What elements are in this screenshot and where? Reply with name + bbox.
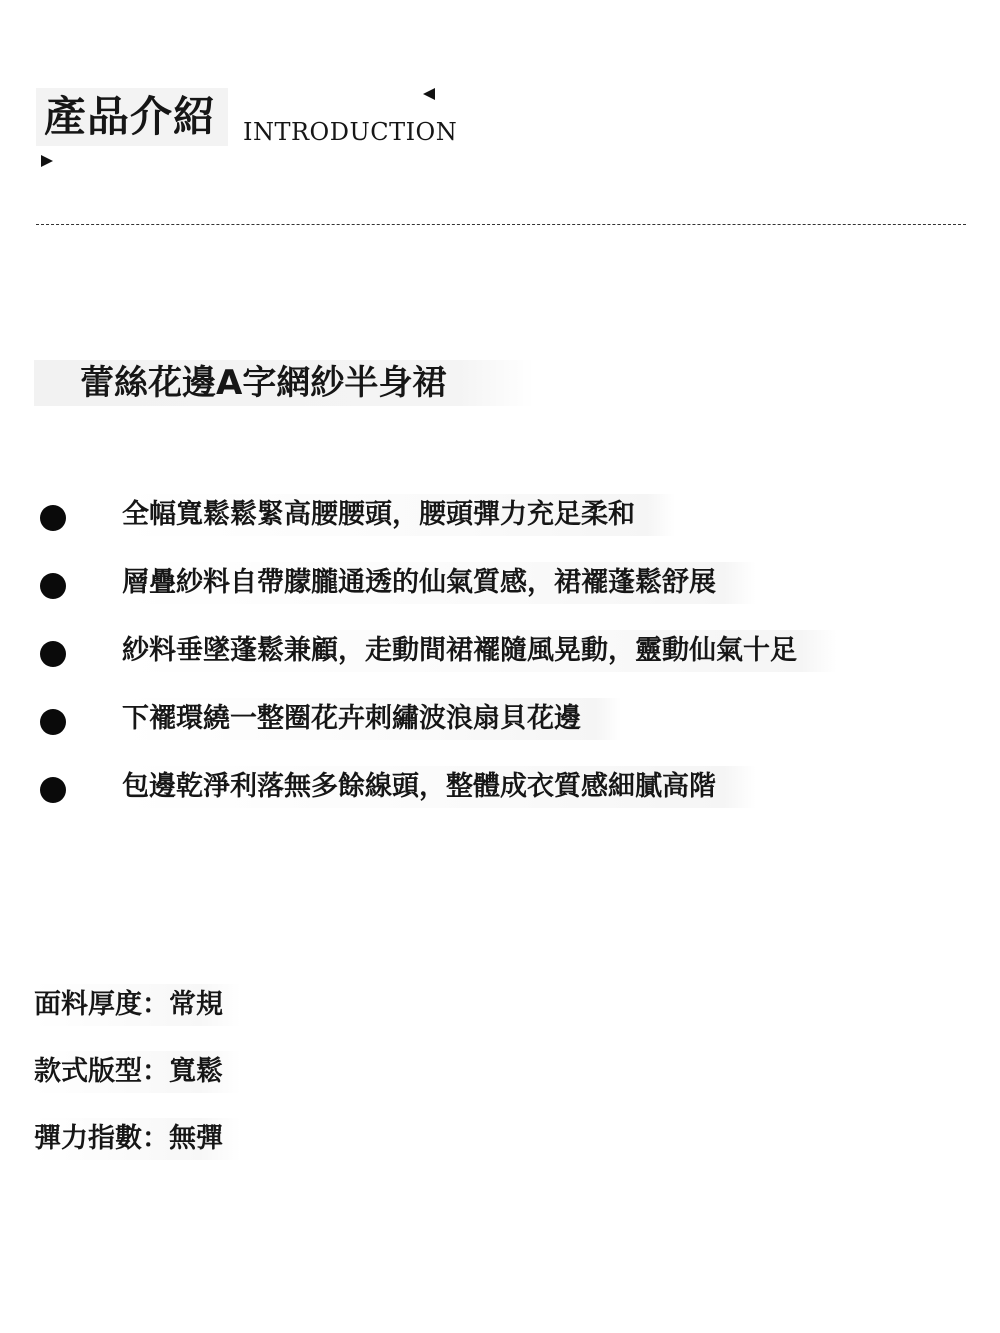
triangle-left-icon <box>423 88 435 100</box>
feature-text: 包邊乾淨利落無多餘線頭，整體成衣質感細膩高階 <box>120 766 756 808</box>
feature-text: 層疊紗料自帶朦朧通透的仙氣質感，裙襬蓬鬆舒展 <box>120 562 756 604</box>
bullet-dot-icon <box>40 641 66 667</box>
spec-fabric-thickness <box>34 984 241 1051</box>
spec-fit <box>34 1051 241 1118</box>
bullet-dot-icon <box>40 573 66 599</box>
spec-elasticity <box>34 1118 241 1185</box>
triangle-right-icon <box>41 155 53 167</box>
feature-list <box>0 490 1000 830</box>
feature-item <box>0 626 1000 694</box>
feature-text: 下襬環繞一整圈花卉刺繡波浪扇貝花邊 <box>120 698 621 740</box>
feature-item <box>0 762 1000 830</box>
dashed-divider <box>36 224 966 225</box>
feature-item <box>0 558 1000 626</box>
feature-item <box>0 490 1000 558</box>
spec-text: 面料厚度：常規 <box>34 984 241 1026</box>
bullet-dot-icon <box>40 777 66 803</box>
feature-item <box>0 694 1000 762</box>
feature-text: 全幅寬鬆鬆緊高腰腰頭，腰頭彈力充足柔和 <box>120 494 675 536</box>
spec-list <box>34 984 241 1185</box>
spec-text: 款式版型：寬鬆 <box>34 1051 241 1093</box>
feature-text: 紗料垂墜蓬鬆兼顧，走動間裙襬隨風晃動，靈動仙氣十足 <box>120 630 837 672</box>
bullet-dot-icon <box>40 505 66 531</box>
bullet-dot-icon <box>40 709 66 735</box>
section-title: 產品介紹 <box>36 88 228 146</box>
spec-text: 彈力指數：無彈 <box>34 1118 241 1160</box>
product-title: 蕾絲花邊A字網紗半身裙 <box>34 360 534 406</box>
section-subtitle: INTRODUCTION <box>243 118 458 146</box>
